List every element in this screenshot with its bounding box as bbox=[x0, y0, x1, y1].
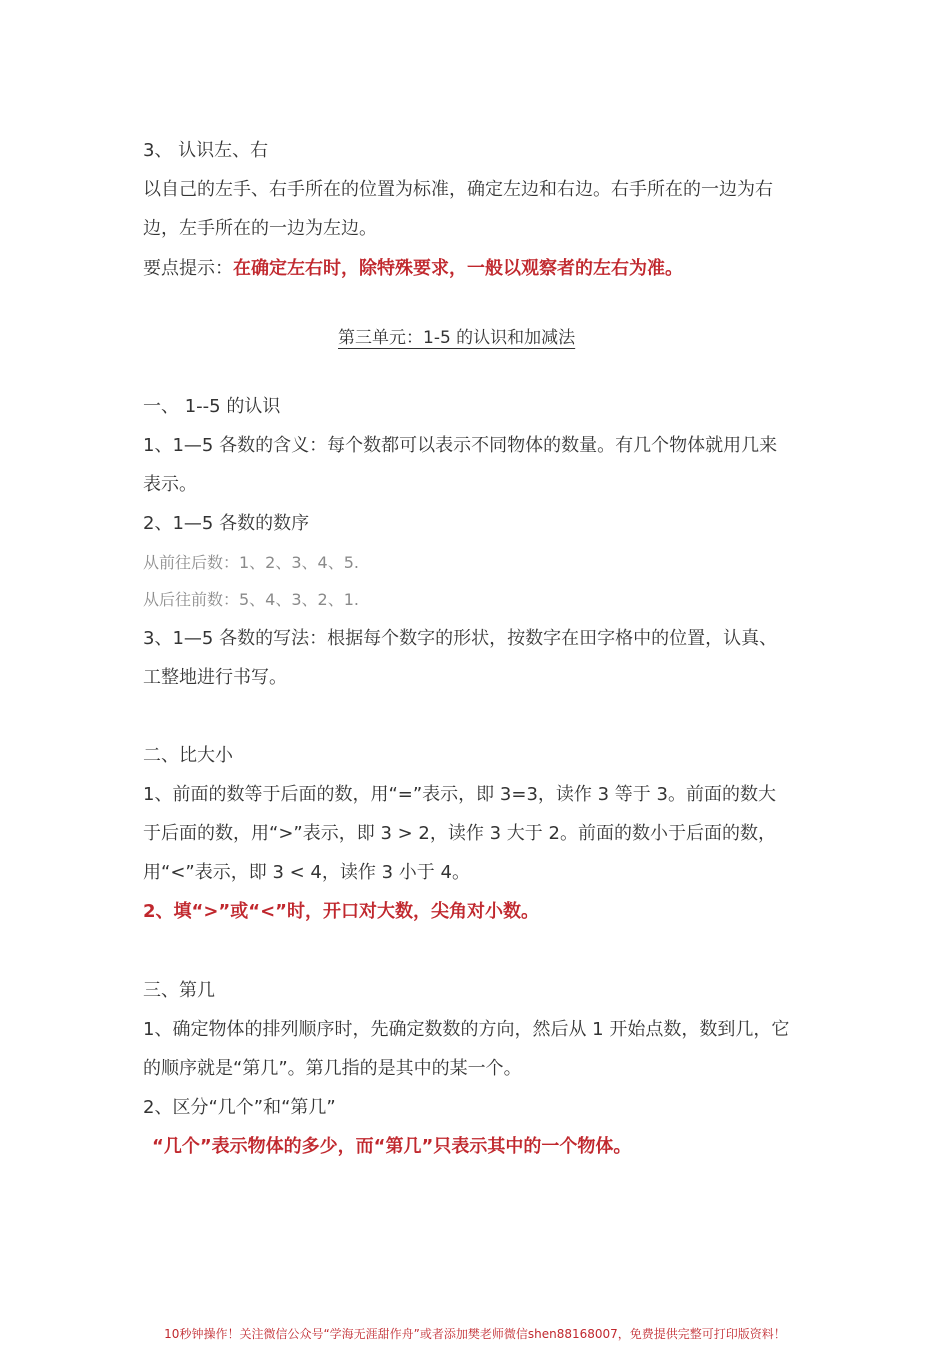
section-heading-left-right: 3、 认识左、右 bbox=[143, 140, 269, 161]
item-heading: 2、区分“几个”和“第几” bbox=[143, 1097, 336, 1118]
key-point-tip bbox=[143, 257, 683, 281]
paragraph-line: 边，左手所在的一边为左边。 bbox=[143, 218, 377, 239]
part2-heading: 二、比大小 bbox=[143, 745, 233, 766]
tip-label: 要点提示： bbox=[143, 258, 233, 279]
paragraph-line: 工整地进行书写。 bbox=[143, 667, 287, 688]
paragraph-line: 表示。 bbox=[143, 474, 197, 495]
paragraph-line: 用“<”表示，即 3 < 4，读作 3 小于 4。 bbox=[143, 862, 470, 883]
footer-promo: 10秒钟操作！关注微信公众号“学海无涯甜作舟”或者添加樊老师微信shen88168007，免费提供完整可打印版资料！ bbox=[164, 1327, 786, 1341]
paragraph-line: 以自己的左手、右手所在的位置为标准，确定左边和右边。右手所在的一边为右 bbox=[143, 179, 773, 200]
item-heading: 2、1—5 各数的数序 bbox=[143, 513, 310, 534]
paragraph-line: 1、确定物体的排列顺序时，先确定数数的方向，然后从 1 开始点数，数到几，它 bbox=[143, 1019, 790, 1040]
paragraph-line: 1、前面的数等于后面的数，用“=”表示，即 3=3，读作 3 等于 3。前面的数大 bbox=[143, 784, 776, 805]
highlight-rule: 2、填“>”或“<”时，开口对大数，尖角对小数。 bbox=[143, 901, 540, 922]
paragraph-line: 的顺序就是“第几”。第几指的是其中的某一个。 bbox=[143, 1058, 522, 1079]
tip-text: 在确定左右时，除特殊要求，一般以观察者的左右为准。 bbox=[233, 258, 683, 279]
paragraph-line: 1、1—5 各数的含义：每个数都可以表示不同物体的数量。有几个物体就用几来 bbox=[143, 435, 778, 456]
unit-title: 第三单元：1-5 的认识和加减法 bbox=[338, 328, 576, 348]
part3-heading: 三、第几 bbox=[143, 980, 215, 1001]
paragraph-line: 3、1—5 各数的写法：根据每个数字的形状，按数字在田字格中的位置，认真、 bbox=[143, 628, 778, 649]
backward-count: 从后往前数：5、4、3、2、1. bbox=[143, 590, 359, 609]
part1-heading: 一、 1--5 的认识 bbox=[143, 396, 281, 417]
highlight-rule: “几个”表示物体的多少，而“第几”只表示其中的一个物体。 bbox=[152, 1136, 632, 1157]
paragraph-line: 于后面的数，用“>”表示，即 3 > 2，读作 3 大于 2。前面的数小于后面的数， bbox=[143, 823, 776, 844]
forward-count: 从前往后数：1、2、3、4、5. bbox=[143, 553, 359, 572]
